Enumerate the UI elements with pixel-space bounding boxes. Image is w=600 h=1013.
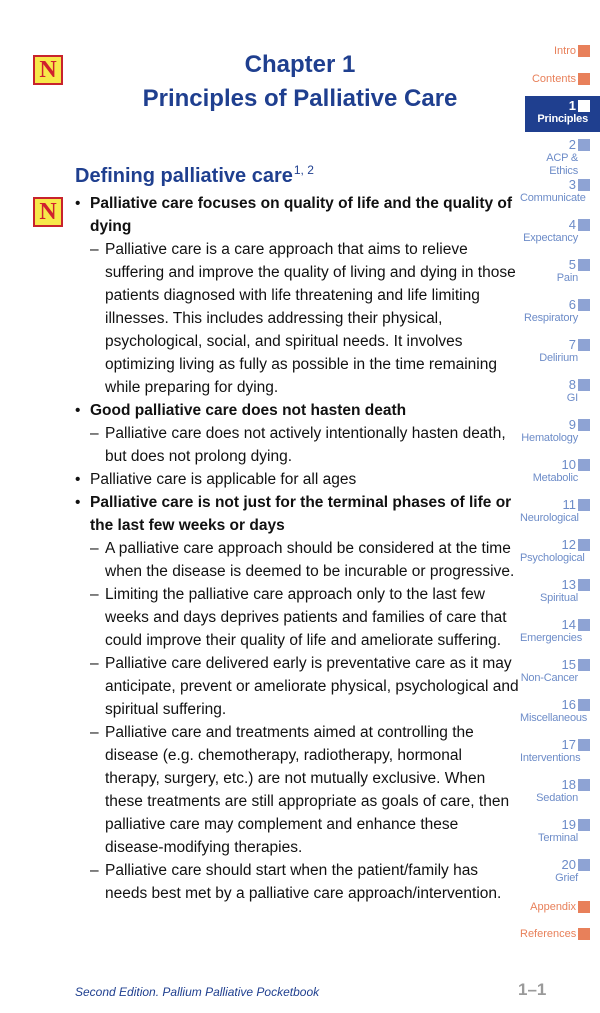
dash-icon: – bbox=[90, 724, 99, 741]
square-icon bbox=[578, 299, 590, 311]
square-icon bbox=[578, 219, 590, 231]
page-title bbox=[80, 48, 520, 116]
nav-chapter-label: Pain bbox=[556, 272, 578, 284]
nav-chapter-19[interactable] bbox=[520, 818, 590, 845]
bullet-text: Palliative care focuses on quality of life and the quality of dying bbox=[90, 195, 513, 235]
sub-bullet-text: Palliative care does not actively intentionally hasten death, but does not prolong dying. bbox=[105, 425, 506, 465]
square-icon bbox=[578, 419, 590, 431]
sub-bullet-item bbox=[75, 583, 520, 652]
reference-superscript[interactable]: 1, 2 bbox=[293, 163, 314, 177]
nav-contents[interactable] bbox=[520, 73, 590, 85]
nav-chapter-number: 14 bbox=[561, 617, 576, 632]
square-icon bbox=[578, 779, 590, 791]
nav-chapter-label: ACP & Ethics bbox=[546, 152, 578, 177]
nav-chapter-label: Principles bbox=[537, 113, 588, 125]
nav-chapter-11[interactable] bbox=[520, 498, 590, 525]
square-icon bbox=[578, 659, 590, 671]
nav-chapter-13[interactable] bbox=[520, 578, 590, 605]
square-icon bbox=[578, 45, 590, 57]
bullet-dot-icon: • bbox=[75, 494, 81, 511]
nav-intro[interactable] bbox=[520, 45, 590, 57]
nav-chapter-label: Miscellaneous bbox=[520, 712, 588, 724]
section-heading bbox=[75, 163, 314, 188]
nav-contents-label: Contents bbox=[531, 73, 576, 85]
dash-icon: – bbox=[90, 540, 99, 557]
nav-chapter-number: 7 bbox=[568, 337, 576, 352]
sub-bullet-text: Palliative care and treatments aimed at controlling the disease (e.g. chemotherapy, radiotherapy, hormonal therapy, surgery, etc.) are not mutually exclusive. When these treatments are still appropriate as goals of care, then palliative care may complement and enhance these disease-modifying therapies. bbox=[105, 724, 510, 856]
nav-chapter-number: 8 bbox=[568, 377, 576, 392]
nav-chapter-label: GI bbox=[566, 392, 578, 404]
nav-chapter-5[interactable] bbox=[520, 258, 590, 285]
square-icon bbox=[578, 901, 590, 913]
square-icon bbox=[578, 100, 590, 112]
nav-chapter-number: 2 bbox=[568, 137, 576, 152]
nav-chapter-number: 12 bbox=[561, 537, 576, 552]
nav-chapter-20[interactable] bbox=[520, 858, 590, 885]
bullet-item bbox=[75, 399, 520, 422]
nav-references-label: References bbox=[520, 928, 577, 940]
nav-chapter-3[interactable] bbox=[520, 178, 590, 205]
chapter-name: Principles of Palliative Care bbox=[142, 85, 458, 112]
nav-chapter-label: Spiritual bbox=[540, 592, 578, 604]
footer-edition: Second Edition. Pallium Palliative Pocketbook bbox=[75, 985, 320, 999]
nav-references[interactable] bbox=[520, 928, 590, 940]
bullet-item bbox=[75, 192, 520, 238]
nav-chapter-label: Respiratory bbox=[523, 312, 578, 324]
square-icon bbox=[578, 739, 590, 751]
square-icon bbox=[578, 699, 590, 711]
nav-chapter-number: 16 bbox=[561, 697, 576, 712]
nav-chapter-number: 9 bbox=[568, 417, 576, 432]
bullet-dot-icon: • bbox=[75, 402, 81, 419]
nav-chapter-label: Expectancy bbox=[523, 232, 578, 244]
square-icon bbox=[578, 579, 590, 591]
nav-chapter-6[interactable] bbox=[520, 298, 590, 325]
bullet-item bbox=[75, 491, 520, 537]
nav-chapter-label: Delirium bbox=[539, 352, 578, 364]
square-icon bbox=[578, 459, 590, 471]
nav-chapter-label: Emergencies bbox=[520, 632, 582, 644]
sub-bullet-item bbox=[75, 238, 520, 399]
nav-intro-label: Intro bbox=[553, 45, 576, 57]
bullet-dot-icon: • bbox=[75, 471, 81, 488]
sub-bullet-item bbox=[75, 721, 520, 859]
square-icon bbox=[578, 259, 590, 271]
bullet-list bbox=[75, 192, 520, 905]
sub-bullet-text: Palliative care delivered early is preventative care as it may anticipate, prevent or ameliorate physical, psychological and spiritual suffering. bbox=[105, 655, 519, 718]
square-icon bbox=[578, 179, 590, 191]
sub-bullet-item bbox=[75, 537, 520, 583]
bullet-text: Palliative care is applicable for all ages bbox=[90, 471, 357, 488]
body-content bbox=[75, 192, 520, 905]
square-icon bbox=[578, 499, 590, 511]
sub-bullet-item bbox=[75, 859, 520, 905]
nav-chapter-2[interactable] bbox=[520, 138, 590, 178]
sub-bullet-item bbox=[75, 652, 520, 721]
nav-chapter-number: 18 bbox=[561, 777, 576, 792]
nav-chapter-14[interactable] bbox=[520, 618, 590, 645]
page-number: 1–1 bbox=[518, 980, 547, 999]
nav-chapter-label: Non-Cancer bbox=[520, 672, 578, 684]
nav-appendix-label: Appendix bbox=[530, 901, 576, 913]
sub-bullet-text: Palliative care should start when the patient/family has needs best met by a palliative care approach/intervention. bbox=[105, 862, 502, 902]
nav-appendix[interactable] bbox=[520, 901, 590, 913]
nav-chapter-16[interactable] bbox=[520, 698, 590, 725]
nav-chapter-number: 13 bbox=[561, 577, 576, 592]
nav-chapter-8[interactable] bbox=[520, 378, 590, 405]
nav-chapter-1[interactable] bbox=[525, 96, 600, 132]
bullet-text: Good palliative care does not hasten death bbox=[90, 402, 407, 419]
square-icon bbox=[578, 379, 590, 391]
square-icon bbox=[578, 619, 590, 631]
nav-chapter-17[interactable] bbox=[520, 738, 590, 765]
section-heading-text: Defining palliative care bbox=[75, 165, 293, 187]
chapter-number: Chapter 1 bbox=[244, 51, 356, 78]
nav-chapter-number: 3 bbox=[568, 177, 576, 192]
bullet-dot-icon: • bbox=[75, 195, 81, 212]
nav-chapter-15[interactable] bbox=[520, 658, 590, 685]
nav-chapter-number: 1 bbox=[568, 98, 576, 113]
dash-icon: – bbox=[90, 655, 99, 672]
chapter-sidebar bbox=[520, 0, 600, 1013]
sub-bullet-item bbox=[75, 422, 520, 468]
nav-chapter-18[interactable] bbox=[520, 778, 590, 805]
dash-icon: – bbox=[90, 862, 99, 879]
nav-chapter-12[interactable] bbox=[520, 538, 590, 565]
nav-chapter-number: 15 bbox=[561, 657, 576, 672]
dash-icon: – bbox=[90, 586, 99, 603]
square-icon bbox=[578, 859, 590, 871]
nav-chapter-7[interactable] bbox=[520, 338, 590, 365]
nav-chapter-label: Hematology bbox=[521, 432, 578, 444]
dash-icon: – bbox=[90, 241, 99, 258]
nav-chapter-9[interactable] bbox=[520, 418, 590, 445]
bullet-text: Palliative care is not just for the terminal phases of life or the last few weeks or days bbox=[90, 494, 512, 534]
nav-chapter-number: 5 bbox=[568, 257, 576, 272]
dash-icon: – bbox=[90, 425, 99, 442]
nav-chapter-label: Communicate bbox=[520, 192, 586, 204]
nav-chapter-number: 17 bbox=[561, 737, 576, 752]
nav-chapter-number: 20 bbox=[561, 857, 576, 872]
nav-chapter-number: 4 bbox=[568, 217, 576, 232]
square-icon bbox=[578, 339, 590, 351]
sub-bullet-text: A palliative care approach should be considered at the time when the disease is deemed to be incurable or progressive. bbox=[105, 540, 515, 580]
square-icon bbox=[578, 139, 590, 151]
nav-chapter-label: Metabolic bbox=[532, 472, 578, 484]
n-logo-icon: N bbox=[33, 197, 63, 227]
bullet-item bbox=[75, 468, 520, 491]
nav-chapter-number: 6 bbox=[568, 297, 576, 312]
nav-chapter-label: Sedation bbox=[536, 792, 578, 804]
square-icon bbox=[578, 539, 590, 551]
n-logo-icon: N bbox=[33, 55, 63, 85]
nav-chapter-number: 10 bbox=[561, 457, 576, 472]
nav-chapter-label: Terminal bbox=[538, 832, 578, 844]
square-icon bbox=[578, 928, 590, 940]
nav-chapter-label: Grief bbox=[555, 872, 578, 884]
nav-chapter-number: 11 bbox=[562, 497, 576, 512]
square-icon bbox=[578, 819, 590, 831]
nav-chapter-number: 19 bbox=[561, 817, 576, 832]
nav-chapter-label: Neurological bbox=[520, 512, 579, 524]
sub-bullet-text: Palliative care is a care approach that aims to relieve suffering and improve the quality of living and dying in those patients diagnosed with life threatening and life limiting illnesses. This includes addressing their physical, psychological, social, and spiritual needs. It involves optimizing living as fully as possible in the time remaining while preparing for dying. bbox=[105, 241, 516, 396]
sub-bullet-text: Limiting the palliative care approach only to the last few weeks and days deprives patients and families of care that could improve their quality of life and ameliorate suffering. bbox=[105, 586, 507, 649]
square-icon bbox=[578, 73, 590, 85]
nav-chapter-label: Interventions bbox=[520, 752, 581, 764]
nav-chapter-4[interactable] bbox=[520, 218, 590, 245]
nav-chapter-label: Psychological bbox=[520, 552, 585, 564]
nav-chapter-10[interactable] bbox=[520, 458, 590, 485]
